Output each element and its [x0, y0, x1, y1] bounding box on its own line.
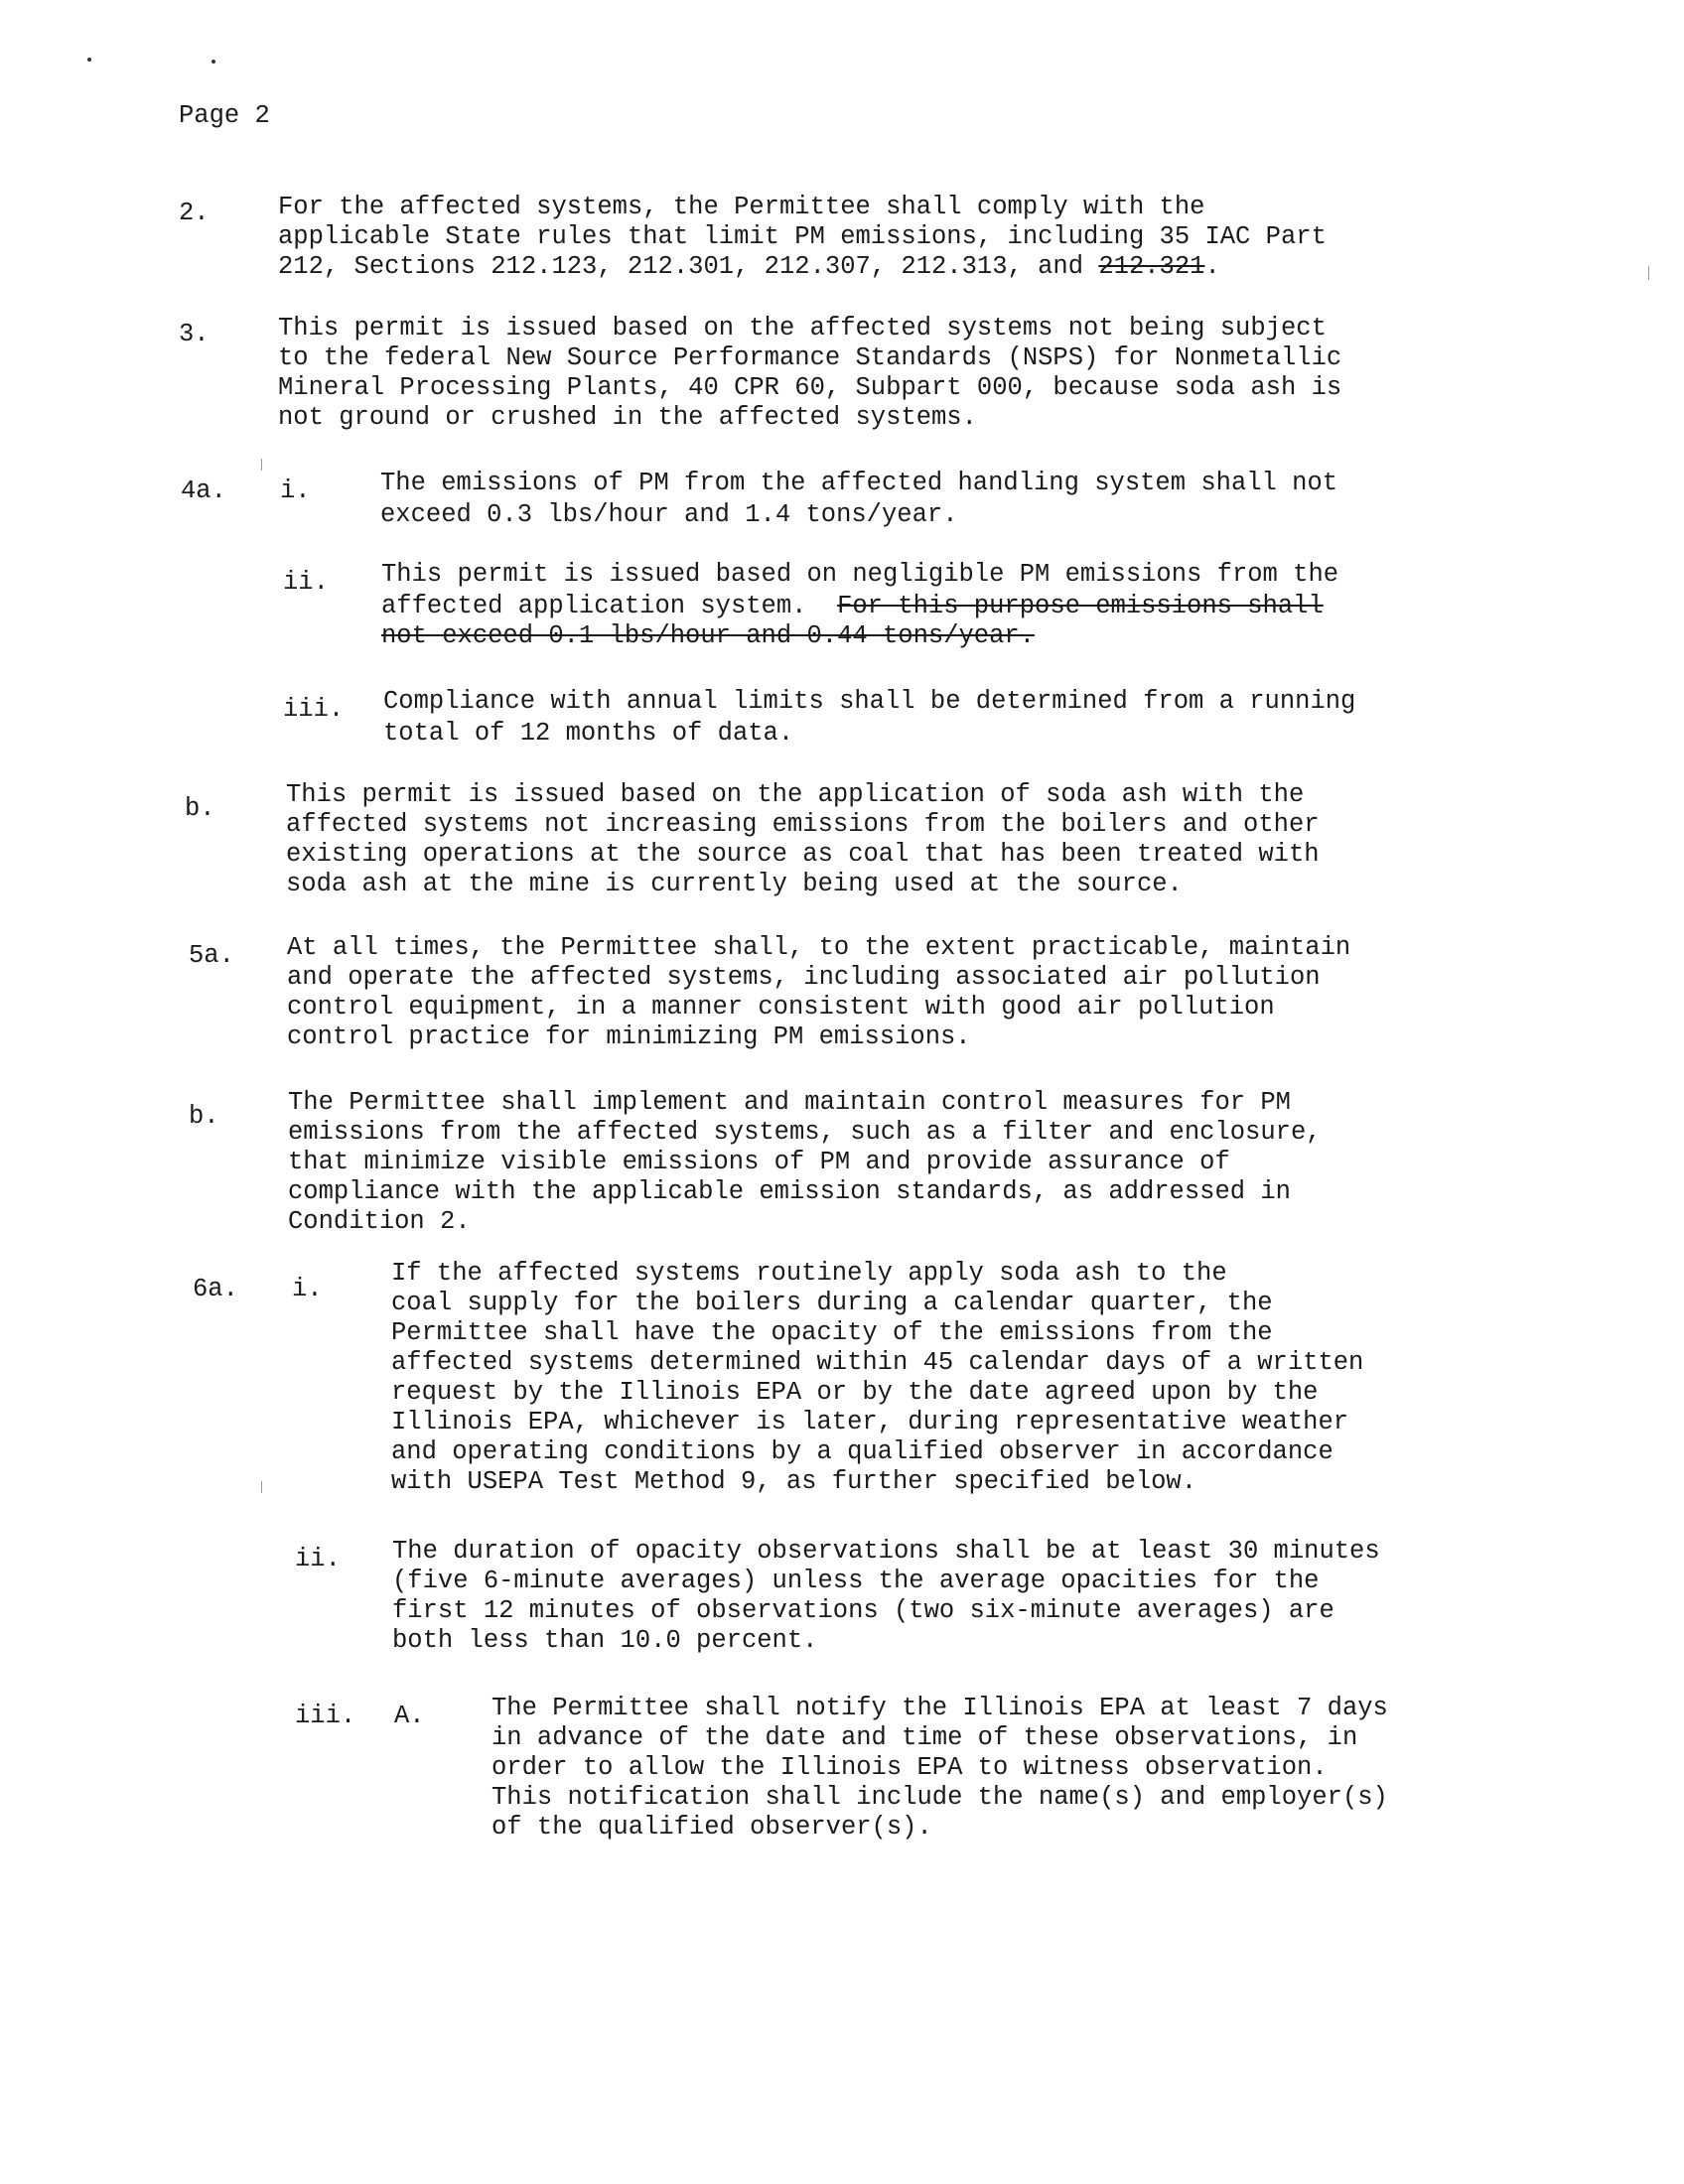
- text-line: compliance with the applicable emission standards, as addressed in: [288, 1177, 1291, 1206]
- text-line: At all times, the Permittee shall, to the extent practicable, maintain: [287, 933, 1351, 962]
- text-line: and operating conditions by a qualified observer in accordance: [391, 1437, 1333, 1466]
- text-line: The duration of opacity observations shall be at least 30 minutes: [392, 1537, 1380, 1566]
- text-line: The Permittee shall implement and maintain control measures for PM: [288, 1088, 1291, 1117]
- scan-mark: [261, 1481, 262, 1493]
- text-line: and operate the affected systems, including associated air pollution: [287, 963, 1321, 992]
- text-line: of the qualified observer(s).: [491, 1813, 932, 1842]
- text-line: control practice for minimizing PM emissions.: [287, 1023, 971, 1051]
- text-line: applicable State rules that limit PM emissions, including 35 IAC Part: [278, 222, 1327, 251]
- text-line: Permittee shall have the opacity of the emissions from the: [391, 1318, 1273, 1347]
- text-line: soda ash at the mine is currently being used at the source.: [286, 870, 1183, 898]
- text-line: This notification shall include the name(s) and employer(s): [491, 1783, 1388, 1812]
- text-line: order to allow the Illinois EPA to witness observation.: [491, 1753, 1328, 1782]
- item-label: ii.: [283, 568, 329, 597]
- struck-text: For this purpose emissions shall: [837, 592, 1324, 620]
- text-line: emissions from the affected systems, such as a filter and enclosure,: [288, 1118, 1322, 1147]
- item-label: iii.: [295, 1702, 356, 1730]
- text-line: total of 12 months of data.: [383, 719, 794, 748]
- condition-number: b.: [185, 794, 215, 823]
- text-line: to the federal New Source Performance Standards (NSPS) for Nonmetallic: [278, 343, 1342, 372]
- text-line: [381, 592, 1324, 621]
- text-line: affected systems not increasing emissions from the boilers and other: [286, 810, 1320, 839]
- condition-number: 4a.: [181, 477, 226, 505]
- struck-text: 212.321: [1098, 252, 1205, 281]
- text-line: If the affected systems routinely apply soda ash to the: [391, 1259, 1227, 1288]
- scan-mark: [261, 459, 262, 471]
- text-line: The Permittee shall notify the Illinois EPA at least 7 days: [491, 1694, 1388, 1722]
- text-line: both less than 10.0 percent.: [392, 1626, 818, 1655]
- text-line: [278, 252, 1220, 282]
- text-line: not ground or crushed in the affected systems.: [278, 403, 977, 432]
- text-line: with USEPA Test Method 9, as further specified below.: [391, 1467, 1197, 1496]
- text-line: (five 6-minute averages) unless the average opacities for the: [392, 1567, 1320, 1595]
- text-line: Mineral Processing Plants, 40 CPR 60, Subpart 000, because soda ash is: [278, 373, 1342, 402]
- text-line: affected systems determined within 45 calendar days of a written: [391, 1348, 1364, 1377]
- text-line: that minimize visible emissions of PM and provide assurance of: [288, 1148, 1230, 1176]
- scan-dot: [211, 60, 215, 64]
- text-line: This permit is issued based on the affected systems not being subject: [278, 314, 1327, 342]
- text-segment: .: [1204, 252, 1220, 281]
- condition-number: b.: [189, 1102, 219, 1131]
- page-number: Page 2: [179, 101, 270, 130]
- condition-number: 3.: [179, 320, 210, 348]
- text-line: This permit is issued based on the application of soda ash with the: [286, 780, 1305, 809]
- item-label: iii.: [283, 695, 345, 724]
- item-label: i.: [280, 477, 311, 505]
- text-line: request by the Illinois EPA or by the date agreed upon by the: [391, 1378, 1319, 1407]
- item-label: ii.: [295, 1545, 341, 1573]
- text-line: in advance of the date and time of these observations, in: [491, 1723, 1358, 1752]
- sub-item-label: A.: [394, 1702, 425, 1730]
- text-line: coal supply for the boilers during a calendar quarter, the: [391, 1289, 1273, 1317]
- text-line: exceed 0.3 lbs/hour and 1.4 tons/year.: [380, 500, 958, 529]
- struck-text: not exceed 0.1 lbs/hour and 0.44 tons/year.: [381, 621, 1036, 650]
- scan-mark: [1648, 266, 1649, 280]
- text-line: Illinois EPA, whichever is later, during representative weather: [391, 1408, 1349, 1436]
- text-line: For the affected systems, the Permittee shall comply with the: [278, 193, 1205, 221]
- text-segment: 212, Sections 212.123, 212.301, 212.307, 212.313, and: [278, 252, 1099, 281]
- text-line: first 12 minutes of observations (two six-minute averages) are: [392, 1596, 1334, 1625]
- scan-dot: [87, 58, 91, 62]
- condition-number: 6a.: [193, 1275, 238, 1303]
- text-line: Condition 2.: [288, 1207, 471, 1236]
- text-line: The emissions of PM from the affected handling system shall not: [380, 469, 1338, 497]
- condition-number: 2.: [179, 199, 210, 227]
- text-line: Compliance with annual limits shall be determined from a running: [383, 687, 1356, 716]
- text-segment: affected application system.: [381, 592, 838, 620]
- text-line: existing operations at the source as coal that has been treated with: [286, 840, 1320, 869]
- condition-number: 5a.: [189, 941, 234, 970]
- text-line: This permit is issued based on negligible PM emissions from the: [381, 560, 1339, 589]
- item-label: i.: [292, 1275, 323, 1303]
- text-line: control equipment, in a manner consistent with good air pollution: [287, 993, 1275, 1022]
